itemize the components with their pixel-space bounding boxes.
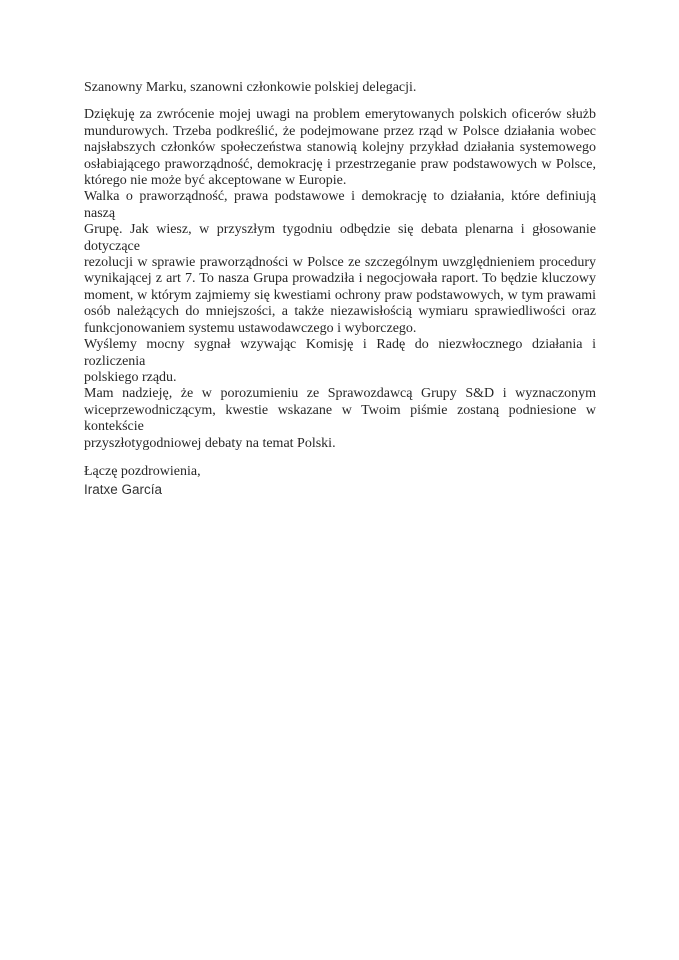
body-line: polskiego rządu. (84, 369, 177, 385)
body-line: wiceprzewodniczącym, kwestie wskazane w Twoim piśmie zostaną podniesione w kontekście (84, 402, 596, 435)
letter-body (84, 107, 596, 452)
body-line: którego nie może być akceptowane w Europie. (84, 173, 347, 189)
body-line: Walka o praworządność, prawa podstawowe i demokrację to działania, które definiują naszą (84, 189, 596, 221)
signature-name: Iratxe García (84, 482, 163, 498)
body-line: wynikającej z art 7. To nasza Grupa prowadziła i negocjowała raport. To będzie kluczowy (84, 271, 596, 287)
body-line: rezolucji w sprawie praworządności w Polsce ze szczególnym uwzględnieniem procedury (84, 255, 596, 271)
body-line: Grupę. Jak wiesz, w przyszłym tygodniu odbędzie się debata plenarna i głosowanie dotyczące (84, 222, 596, 254)
body-line: mundurowych. Trzeba podkreślić, że podejmowane przez rząd w Polsce działania wobec (84, 123, 596, 139)
body-line: moment, w którym zajmiemy się kwestiami ochrony praw podstawowych, w tym prawami (84, 287, 596, 303)
body-line: funkcjonowaniem systemu ustawodawczego i wyborczego. (84, 320, 417, 336)
body-line: Mam nadzieję, że w porozumieniu ze Sprawozdawcą Grupy S&D i wyznaczonym (84, 386, 596, 402)
body-line: przyszłotygodniowej debaty na temat Polski. (84, 435, 336, 451)
body-line: osłabiającego praworządność, demokrację i przestrzeganie praw podstawowych w Polsce, (84, 156, 596, 172)
body-line: najsłabszych członków społeczeństwa stanowią kolejny przykład działania systemowego (84, 140, 596, 156)
body-line: Dziękuję za zwrócenie mojej uwagi na problem emerytowanych polskich oficerów służb (84, 107, 596, 123)
salutation-line: Szanowny Marku, szanowni członkowie polskiej delegacji. (84, 80, 417, 95)
body-line: osób należących do mniejszości, a także niezawisłością wymiaru sprawiedliwości oraz (84, 304, 596, 320)
closing-line: Łączę pozdrowienia, (84, 463, 201, 479)
body-line: Wyślemy mocny sygnał wzywając Komisję i Radę do niezwłocznego działania i rozliczenia (84, 337, 596, 369)
letter-content (84, 80, 596, 498)
